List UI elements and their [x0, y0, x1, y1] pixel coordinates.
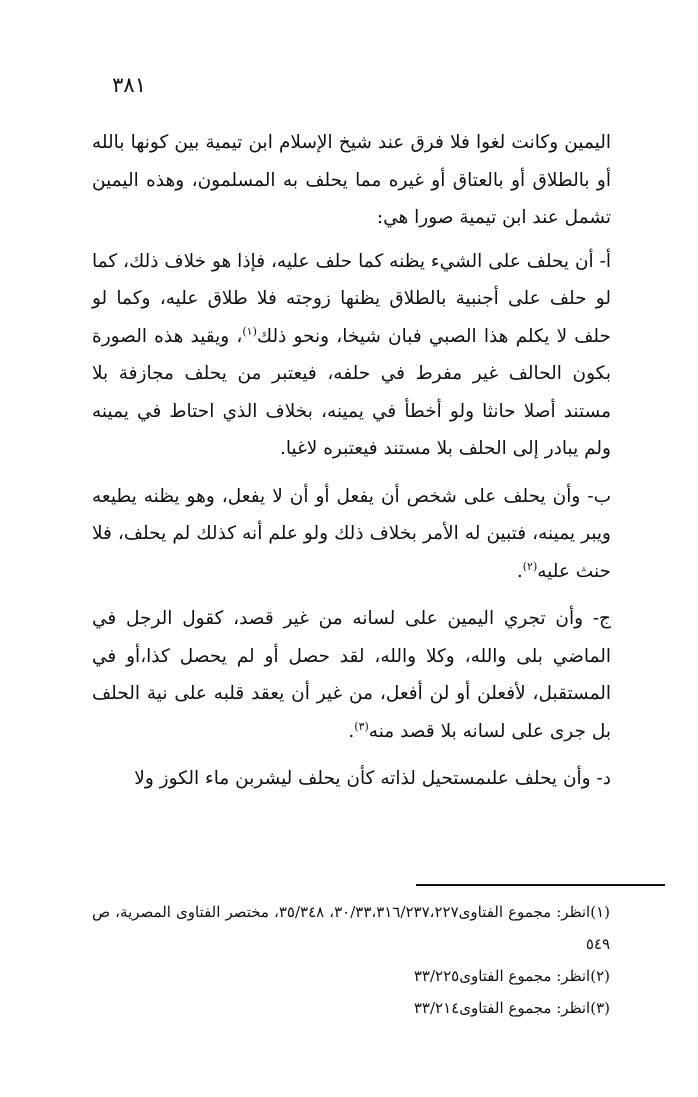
footnote-reference: (٢) — [522, 559, 538, 573]
paragraph-alif — [92, 243, 611, 468]
paragraph-text: . — [348, 720, 355, 742]
footnote-2: (٢)انظر: مجموع الفتاوى٣٣/٢٢٥ — [413, 967, 610, 985]
footnote-reference: (٣) — [354, 719, 369, 733]
paragraph-text: ب- وأن يحلف على شخص أن يفعل أو أن لا يفعل، وهو يظنه يطيعه ويبر يمينه، فتبين له الأمر بخلاف ذلك ولو علم أنه كذلك لم يحلف، فلا حنث عليه — [92, 485, 611, 582]
paragraph-text: ، ويقيد هذه الصورة بكون الحالف غير مفرط في حلفه، فيعتبر من يحلف مجازفة بلا مستند أصلا حانثا ولو أخطأ في يمينه، بخلاف الذي احتاط في يمينه ولم يبادر إلى الحلف بلا مستند فيعتبره لاغيا. — [92, 325, 611, 459]
footnote-1: (١)انظر: مجموع الفتاوى٣٠/٣٣،٣١٦/٢٣٧،٢٢٧، ٣٥/٣٤٨، مختصر الفتاوى المصرية، ص ٥٤٩ — [92, 903, 610, 953]
footnote-3: (٣)انظر: مجموع الفتاوى٣٣/٢١٤ — [413, 999, 610, 1017]
paragraph-intro: اليمين وكانت لغوا فلا فرق عند شيخ الإسلام ابن تيمية بين كونها بالله أو بالطلاق أو بالعتاق أو غيره مما يحلف به المسلمون، وهذه اليمين تشمل عند ابن تيمية صورا هي: — [92, 132, 611, 228]
paragraph-dal: د- وأن يحلف علىمستحيل لذاته كأن يحلف ليشربن ماء الكوز ولا — [134, 768, 611, 789]
paragraph-text: أ- أن يحلف على الشيء يظنه كما حلف عليه، فإذا هو خلاف ذلك، كما لو حلف على أجنبية بالطلاق يظنها زوجته فلا طلاق عليه، وكما لو حلف لا يكلم هذا الصبي فبان شيخا، ونحو ذلك — [92, 250, 611, 347]
footnote-divider — [416, 884, 665, 886]
paragraph-ba — [92, 478, 611, 591]
footnote-reference: (١) — [242, 324, 257, 338]
paragraph-text: ج- وأن تجري اليمين على لسانه من غير قصد، كقول الرجل في الماضي بلى والله، وكلا والله، لقد حصل أو لم يحصل كذا،أو في المستقبل، لأفعلن أو لن أفعل، من غير أن يعقد قلبه على نية الحلف بل جرى على لسانه بلا قصد منه — [92, 608, 611, 742]
paragraph-text: . — [516, 560, 523, 582]
main-text — [92, 124, 611, 808]
paragraph-jim — [92, 600, 611, 750]
footnotes-section — [92, 896, 610, 1024]
page-number: ٣٨١ — [112, 73, 146, 97]
